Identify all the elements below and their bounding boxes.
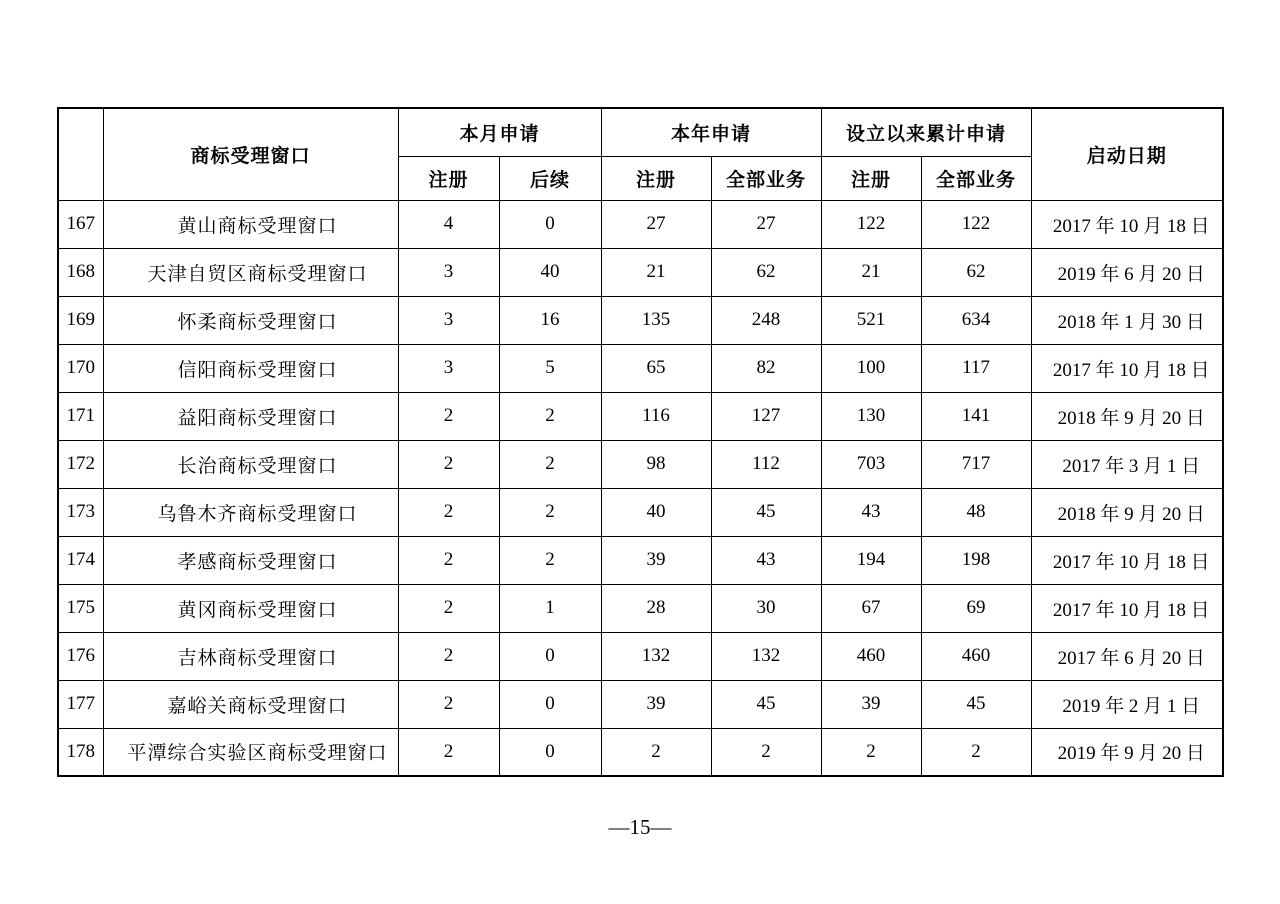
row-index: 172 — [58, 440, 103, 488]
month-followup: 40 — [499, 248, 601, 296]
cumulative-register: 521 — [821, 296, 921, 344]
header-window: 商标受理窗口 — [103, 108, 398, 200]
row-index: 177 — [58, 680, 103, 728]
cumulative-register: 100 — [821, 344, 921, 392]
cumulative-all: 2 — [921, 728, 1031, 776]
header-start-date: 启动日期 — [1031, 108, 1223, 200]
page-number: —15— — [608, 815, 672, 839]
year-register: 39 — [601, 680, 711, 728]
row-index: 178 — [58, 728, 103, 776]
year-all: 43 — [711, 536, 821, 584]
row-index: 167 — [58, 200, 103, 248]
window-name: 吉林商标受理窗口 — [103, 632, 398, 680]
table-row — [58, 200, 1223, 248]
header-month-register: 注册 — [398, 156, 499, 200]
year-register: 98 — [601, 440, 711, 488]
year-register: 132 — [601, 632, 711, 680]
year-register: 21 — [601, 248, 711, 296]
table-row — [58, 392, 1223, 440]
cumulative-all: 117 — [921, 344, 1031, 392]
cumulative-register: 130 — [821, 392, 921, 440]
row-index: 173 — [58, 488, 103, 536]
year-register: 2 — [601, 728, 711, 776]
window-name: 黄山商标受理窗口 — [103, 200, 398, 248]
window-name: 嘉峪关商标受理窗口 — [103, 680, 398, 728]
year-all: 248 — [711, 296, 821, 344]
row-index: 168 — [58, 248, 103, 296]
cumulative-register: 194 — [821, 536, 921, 584]
start-date: 2017 年 10 月 18 日 — [1031, 344, 1223, 392]
start-date: 2017 年 6 月 20 日 — [1031, 632, 1223, 680]
table-row — [58, 632, 1223, 680]
year-register: 40 — [601, 488, 711, 536]
year-all: 62 — [711, 248, 821, 296]
cumulative-all: 122 — [921, 200, 1031, 248]
table-row — [58, 440, 1223, 488]
start-date: 2017 年 10 月 18 日 — [1031, 200, 1223, 248]
month-followup: 2 — [499, 440, 601, 488]
start-date: 2017 年 10 月 18 日 — [1031, 536, 1223, 584]
table-body — [58, 200, 1223, 776]
window-name: 长治商标受理窗口 — [103, 440, 398, 488]
window-name: 平潭综合实验区商标受理窗口 — [103, 728, 398, 776]
table-row — [58, 488, 1223, 536]
month-register: 2 — [398, 440, 499, 488]
month-followup: 0 — [499, 680, 601, 728]
month-register: 2 — [398, 584, 499, 632]
cumulative-register: 39 — [821, 680, 921, 728]
year-register: 39 — [601, 536, 711, 584]
start-date: 2018 年 9 月 20 日 — [1031, 488, 1223, 536]
header-year-register: 注册 — [601, 156, 711, 200]
year-register: 27 — [601, 200, 711, 248]
header-cumulative-group: 设立以来累计申请 — [821, 108, 1031, 156]
month-register: 2 — [398, 392, 499, 440]
start-date: 2017 年 3 月 1 日 — [1031, 440, 1223, 488]
row-index: 175 — [58, 584, 103, 632]
cumulative-all: 45 — [921, 680, 1031, 728]
year-register: 116 — [601, 392, 711, 440]
header-index — [58, 108, 103, 200]
month-followup: 0 — [499, 728, 601, 776]
window-name: 信阳商标受理窗口 — [103, 344, 398, 392]
window-name: 天津自贸区商标受理窗口 — [103, 248, 398, 296]
year-register: 65 — [601, 344, 711, 392]
header-month-group: 本月申请 — [398, 108, 601, 156]
year-register: 135 — [601, 296, 711, 344]
table-row — [58, 296, 1223, 344]
cumulative-all: 634 — [921, 296, 1031, 344]
start-date: 2017 年 10 月 18 日 — [1031, 584, 1223, 632]
month-register: 2 — [398, 536, 499, 584]
month-followup: 2 — [499, 392, 601, 440]
table-header — [58, 108, 1223, 200]
month-register: 2 — [398, 728, 499, 776]
year-all: 82 — [711, 344, 821, 392]
row-index: 171 — [58, 392, 103, 440]
month-register: 2 — [398, 632, 499, 680]
year-all: 127 — [711, 392, 821, 440]
window-name: 黄冈商标受理窗口 — [103, 584, 398, 632]
header-cumulative-register: 注册 — [821, 156, 921, 200]
cumulative-all: 48 — [921, 488, 1031, 536]
year-all: 112 — [711, 440, 821, 488]
cumulative-all: 62 — [921, 248, 1031, 296]
cumulative-register: 43 — [821, 488, 921, 536]
month-register: 2 — [398, 680, 499, 728]
month-followup: 2 — [499, 488, 601, 536]
row-index: 170 — [58, 344, 103, 392]
month-register: 2 — [398, 488, 499, 536]
header-year-group: 本年申请 — [601, 108, 821, 156]
year-all: 45 — [711, 488, 821, 536]
year-all: 30 — [711, 584, 821, 632]
month-followup: 2 — [499, 536, 601, 584]
cumulative-all: 141 — [921, 392, 1031, 440]
table-row — [58, 584, 1223, 632]
start-date: 2018 年 1 月 30 日 — [1031, 296, 1223, 344]
row-index: 169 — [58, 296, 103, 344]
start-date: 2019 年 6 月 20 日 — [1031, 248, 1223, 296]
table-row — [58, 728, 1223, 776]
cumulative-register: 21 — [821, 248, 921, 296]
month-register: 4 — [398, 200, 499, 248]
year-all: 27 — [711, 200, 821, 248]
month-followup: 1 — [499, 584, 601, 632]
month-followup: 5 — [499, 344, 601, 392]
month-followup: 0 — [499, 632, 601, 680]
year-all: 45 — [711, 680, 821, 728]
cumulative-all: 460 — [921, 632, 1031, 680]
cumulative-register: 67 — [821, 584, 921, 632]
table-row — [58, 344, 1223, 392]
header-month-followup: 后续 — [499, 156, 601, 200]
start-date: 2019 年 2 月 1 日 — [1031, 680, 1223, 728]
cumulative-register: 703 — [821, 440, 921, 488]
row-index: 176 — [58, 632, 103, 680]
header-cumulative-all: 全部业务 — [921, 156, 1031, 200]
cumulative-all: 717 — [921, 440, 1031, 488]
cumulative-all: 69 — [921, 584, 1031, 632]
month-register: 3 — [398, 296, 499, 344]
table-row — [58, 248, 1223, 296]
window-name: 益阳商标受理窗口 — [103, 392, 398, 440]
start-date: 2018 年 9 月 20 日 — [1031, 392, 1223, 440]
trademark-window-table — [57, 107, 1224, 777]
year-register: 28 — [601, 584, 711, 632]
start-date: 2019 年 9 月 20 日 — [1031, 728, 1223, 776]
cumulative-register: 2 — [821, 728, 921, 776]
table-row — [58, 536, 1223, 584]
window-name: 孝感商标受理窗口 — [103, 536, 398, 584]
month-followup: 0 — [499, 200, 601, 248]
month-register: 3 — [398, 344, 499, 392]
year-all: 132 — [711, 632, 821, 680]
month-followup: 16 — [499, 296, 601, 344]
table-row — [58, 680, 1223, 728]
window-name: 乌鲁木齐商标受理窗口 — [103, 488, 398, 536]
year-all: 2 — [711, 728, 821, 776]
window-name: 怀柔商标受理窗口 — [103, 296, 398, 344]
cumulative-all: 198 — [921, 536, 1031, 584]
row-index: 174 — [58, 536, 103, 584]
month-register: 3 — [398, 248, 499, 296]
cumulative-register: 460 — [821, 632, 921, 680]
cumulative-register: 122 — [821, 200, 921, 248]
header-year-all: 全部业务 — [711, 156, 821, 200]
